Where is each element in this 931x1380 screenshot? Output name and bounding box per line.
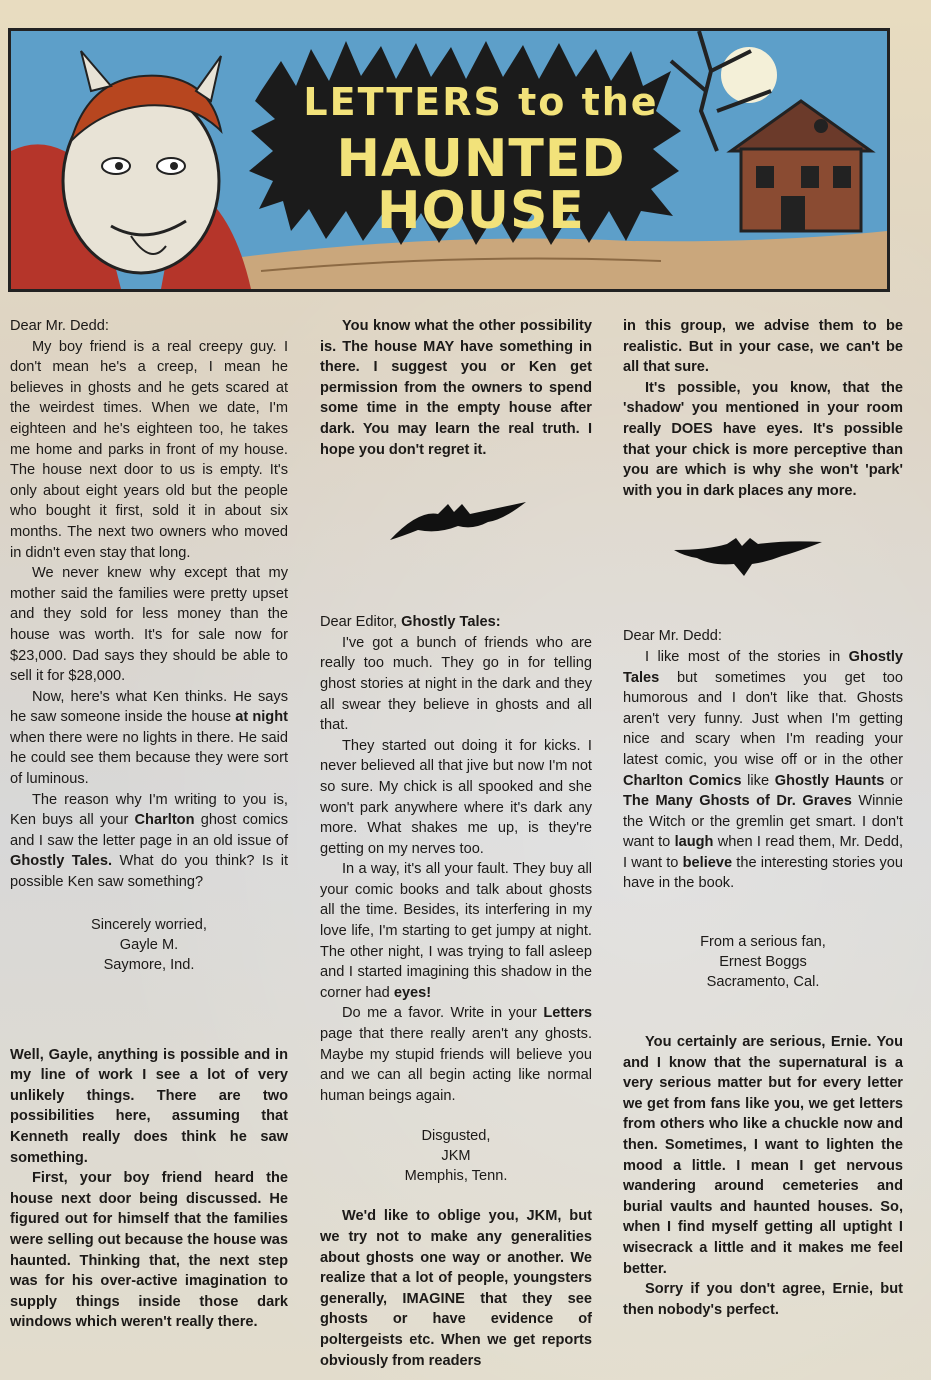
reply3-paragraph: Sorry if you don't agree, Ernie, but then nobody's perfect.	[623, 1281, 903, 1318]
column-3	[623, 316, 903, 1320]
header-banner	[8, 28, 890, 292]
reply1-paragraph: Well, Gayle, anything is possible and in my line of work I see a lot of very unlikely things. There are two possibilities here, assuming that Kenneth really does think he saw something.	[10, 1046, 288, 1166]
reply1-continued: You know what the other possibility is. The house MAY have something in there. I suggest you or Ken get permission from the owners to spend some time in the empty house after dark. You may learn the real truth. I hope you don't regret it.	[320, 318, 592, 458]
letter3-paragraph: I like most of the stories in Ghostly Tales but sometimes you get too humorous and I don't like that. Ghosts aren't very funny. Just when I'm getting nice and scary when I'm reading your latest comic, you wise off or in the other Charlton Comics like Ghostly Haunts or The Many Ghosts of Dr. Graves Winnie the Witch or the gremlin get smart. I don't want to laugh when I read them, Mr. Dedd, I want to believe the interesting stories you have in the book.	[623, 648, 904, 892]
letter1-paragraph: My boy friend is a real creepy guy. I don't mean he's a creep, I mean he believes in ghosts and he gets scared at the weirdest times. When we date, I'm eighteen and he's eighteen too, he takes me home and parks in front of my house. The house next door to us is empty. It's only about eight years old but the people who bought it first, sold it in about six months. The next two owners who moved in didn't even stay that long.	[10, 338, 288, 561]
reply2-paragraph: It's possible, you know, that the 'shadow' you mentioned in your room really DOES have eyes. It's possible that your chick is more perceptive than you are which is why she won't 'park' with you in dark places any more.	[623, 379, 903, 499]
letter2-paragraph: They started out doing it for kicks. I never believed all that jive but now I'm not so sure. My chick is all spooked and she won't park anywhere where it's dark any more. What shakes me up, is they're getting on my nerves too.	[320, 737, 592, 857]
letter2-signature: Disgusted, JKM Memphis, Tenn.	[404, 1128, 508, 1185]
letter2-paragraph: I've got a bunch of friends who are really too much. They go in for telling ghost stories at night in the dark and they all swear they believe in ghosts and all that.	[320, 634, 592, 734]
reply3-paragraph: You certainly are serious, Ernie. You and I know that the supernatural is a very serious matter but for every letter we get from fans like you, we get letters from others who like a chuckle now and then. Sometimes, I want to lighten the mood a little. I mean I get nervous wandering around cemeteries and burial vaults and haunted houses. So, when I find myself getting all uptight I wisecrack a little and it makes me feel better.	[623, 1034, 903, 1277]
column-2	[320, 316, 592, 1371]
letter2-paragraph: Do me a favor. Write in your Letters page that there really aren't any ghosts. Maybe my stupid friends will believe you and we can all begin acting like normal human beings again.	[320, 1005, 592, 1104]
letter1-salutation: Dear Mr. Dedd:	[10, 318, 109, 334]
moon-icon	[721, 47, 777, 103]
reply1-paragraph: First, your boy friend heard the house next door being discussed. He figured out for himself that the families were selling out because the house was haunted. Thinking that, the next step was for his over-active imagination to supply things inside those dark windows which weren't really there.	[10, 1170, 288, 1331]
bat-icon	[672, 536, 824, 580]
letter3-signature: From a serious fan, Ernest Boggs Sacramento, Cal.	[700, 934, 826, 991]
letter1-paragraph: Now, here's what Ken thinks. He says he saw someone inside the house at night when there were no lights in there. He said he could see them because they were sort of luminous.	[10, 688, 288, 788]
reply2-paragraph: We'd like to oblige you, JKM, but we try not to make any generalities about ghosts one way or another. We realize that a lot of people, youngsters generally, IMAGINE that they see ghosts or have evidence of poltergeists etc. When we get reports obviously from readers	[320, 1208, 592, 1369]
letter2-salutation: Dear Editor, Ghostly Tales:	[320, 614, 501, 631]
title-line-2: HAUNTED HOUSE	[336, 129, 626, 241]
reply2-continued: in this group, we advise them to be realistic. But in your case, we can't be all that sure.	[623, 318, 903, 376]
title-line-1: LETTERS to the	[303, 80, 659, 124]
letter3-salutation: Dear Mr. Dedd:	[623, 628, 722, 645]
letter2-paragraph: In a way, it's all your fault. They buy all your comic books and talk about ghosts all the time. Besides, its interfering in my love life, I'm starting to get jumpy at night. The other night, I was trying to fall asleep and I started imagining this shadow in the corner had eyes!	[320, 861, 592, 1001]
bat-icon	[388, 500, 528, 545]
letter1-paragraph: The reason why I'm writing to you is, Ken buys all your Charlton ghost comics and I saw the letter page in an old issue of Ghostly Tales. What do you think? Is it possible Ken saw something?	[10, 791, 288, 891]
letter1-paragraph: We never knew why except that my mother said the families were pretty upset and they sold for less money than the house was worth. It's for sale now for $23,000. Dad says they should be able to sell it for $28,000.	[10, 565, 288, 685]
page-title	[281, 80, 681, 241]
letter1-signature: Sincerely worried, Gayle M. Saymore, Ind.	[91, 916, 207, 973]
column-1	[10, 316, 288, 1333]
